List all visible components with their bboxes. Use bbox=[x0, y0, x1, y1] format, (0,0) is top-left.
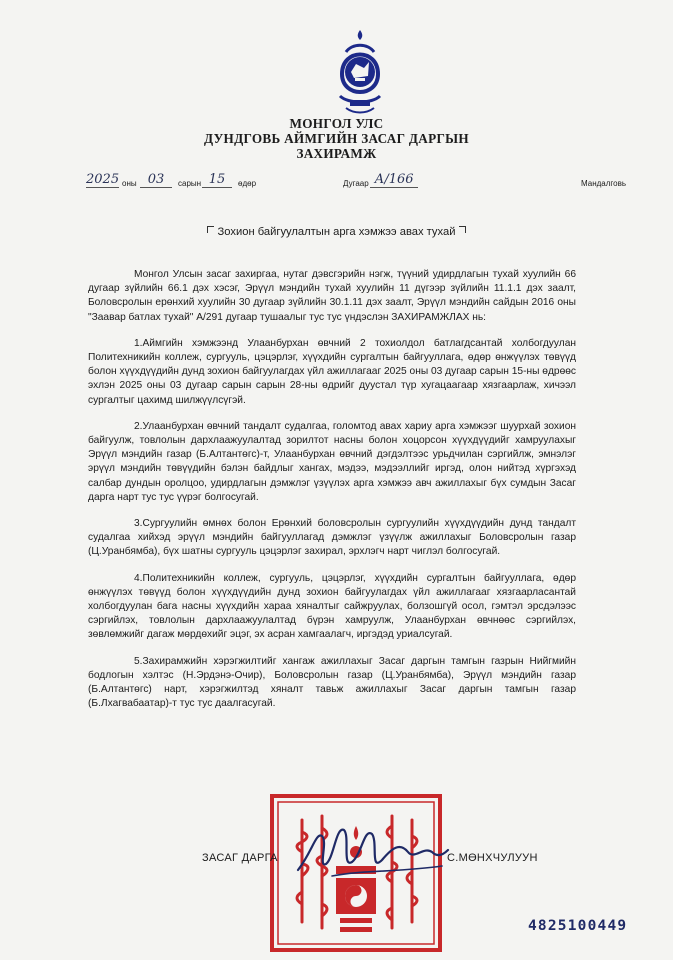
preamble-paragraph: Монгол Улсын засаг захиргаа, нутаг дэвсгэрийн нэгж, түүний удирдлагын тухай хуулийн 66 дугаар зүйлийн 66.1 дэх хэсэг, Эрүүл мэндийн тухай хуулийн 11 дүгээр зүйлийн 11.1.1 дэх заалт, Боловсролын ерөнхий хуулийн 30 дугаар зүйлийн 30.1.11 дэх заалт, Эрүүл мэндийн сайдын 2016 оны "Заавар батлах тухай" А/291 дугаар тушаалыг тус тус үндэслэн ЗАХИРАМЖЛАХ нь: bbox=[88, 269, 576, 323]
signatory-title: ЗАСАГ ДАРГА bbox=[202, 852, 278, 864]
clause-paragraph: 4.Политехникийн коллеж, сургууль, цэцэрлэг, хүүхдийн сургалтын байгууллага, өдөр өнжүүлэх төвүүд болон хүүхдүүдийн дунд зохион байгуулагдах үйл ажиллагааг хязгаарласантай холбогдуулан бага насны хүүхдийн хараа хяналтыг сайжруулах, болзошгүй осол, гэмтэл эрсдэлээс сэргийлэх, товлолын дархлаажуулалтад бүрэн хамруулж, Улаанбурхан өвчнөөс сэргийлэх, зөвлөмжийг дагаж мөрдөхийг эцэг, эх асран хамгаалагч, иргэдэд уриалсугай. bbox=[88, 572, 576, 641]
clause-paragraph: 2.Улаанбурхан өвчний тандалт судалгаа, голомтод авах хариу арга хэмжээг шуурхай зохион байгуулж, товлолын дархлаажуулалтад зорилтот насны болон хоцорсон хүүхдүүдийг хамруулахыг Эрүүл мэндийн газар (Б.Алтантөгс)-т, Улаанбурхан өвчний дэгдэлтээс урьдчилан сэргийлж, эмнэлэг эрүүл мэндийн төвүүдийн бэлэн байдлыг хангах, мэдээ, мэдээллийг иргэд, олон нийтэд хүргэхэд салбар дундын оролцоо, удирдлагын дэмжлэг үзүүлэх арга хэмжээ авч ажиллахыг бүх сумдын Засаг дарга нарт тус тус үүрэг болгосугай. bbox=[88, 420, 576, 503]
header-country: МОНГОЛ УЛС bbox=[289, 116, 384, 131]
order-number-label: Дугаар bbox=[343, 179, 369, 188]
document-meta bbox=[0, 172, 673, 191]
bracket-left-icon bbox=[207, 226, 214, 233]
clause-paragraph: 1.Аймгийн хэмжээнд Улаанбурхан өвчний 2 тохиолдол батлагдсантай холбогдуулан Политехникийн коллеж, сургууль, цэцэрлэг, хүүхдийн сургалтын байгууллага, өдөр өнжүүлэх төвүүд болон хүүхдүүдийн дунд зохион байгуулагдах үйл ажиллагааг 2025 оны 03 дугаар сарын 15-ны өдрөөс эхлэн 2025 оны 03 дугаар сарын сарын 28-ны өдрийг дуустал түр хугацаагаар хязгаарлаж, хичээл сургалтыг цахимд шилжүүлсүгэй. bbox=[88, 337, 576, 406]
header-doc-type: ЗАХИРАМЖ bbox=[296, 146, 377, 161]
clause-paragraph: 3.Сургуулийн өмнөх болон Ерөнхий боловсролын сургуулийн хүүхдүүдийн дунд тандалт судалгаа хийхэд эрүүл мэндийн байгууллагад дэмжлэг үзүүлж ажиллахыг Боловсролын газар (Ц.Уранбямба), бүх шатны сургууль цэцэрлэг захирал, эрхлэгч нарт чиглэл болгосугай. bbox=[88, 518, 576, 558]
date-month: 03 bbox=[140, 172, 172, 188]
handwritten-signature bbox=[292, 812, 452, 892]
place-name: Мандалговь bbox=[581, 179, 627, 188]
document-body bbox=[88, 268, 576, 723]
date-day: 15 bbox=[202, 172, 232, 188]
clause-paragraph: 5.Захирамжийн хэрэгжилтийг хангаж ажиллахыг Засаг даргын тамгын газрын Нийгмийн бодлогын хэлтэс (Н.Эрдэнэ-Очир), Боловсролын газар (Ц.Уранбямба), Эрүүл мэндийн газар (Б.Алтантөгс) нарт, хэрэгжилтэд хяналт тавьж ажиллахыг Засаг даргын тамгын газар (Б.Лхагвабаатар)-т тус тус даалгасугай. bbox=[88, 655, 576, 710]
bracket-right-icon bbox=[459, 226, 466, 233]
date-year: 2025 bbox=[86, 172, 120, 187]
serial-number: 4825100449 bbox=[528, 918, 628, 934]
signatory-name: С.МӨНХЧУЛУУН bbox=[447, 852, 538, 864]
date-day-label: өдөр bbox=[238, 179, 257, 188]
document-header bbox=[0, 116, 673, 161]
date-month-label: сарын bbox=[178, 179, 202, 188]
document-subject bbox=[0, 226, 673, 238]
subject-text: Зохион байгуулалтын арга хэмжээ авах тухай bbox=[217, 226, 456, 238]
state-emblem-icon bbox=[332, 28, 388, 116]
header-authority: ДУНДГОВЬ АЙМГИЙН ЗАСАГ ДАРГЫН bbox=[204, 131, 469, 146]
order-number: А/166 bbox=[370, 172, 418, 188]
date-year-label: оны bbox=[122, 179, 137, 188]
